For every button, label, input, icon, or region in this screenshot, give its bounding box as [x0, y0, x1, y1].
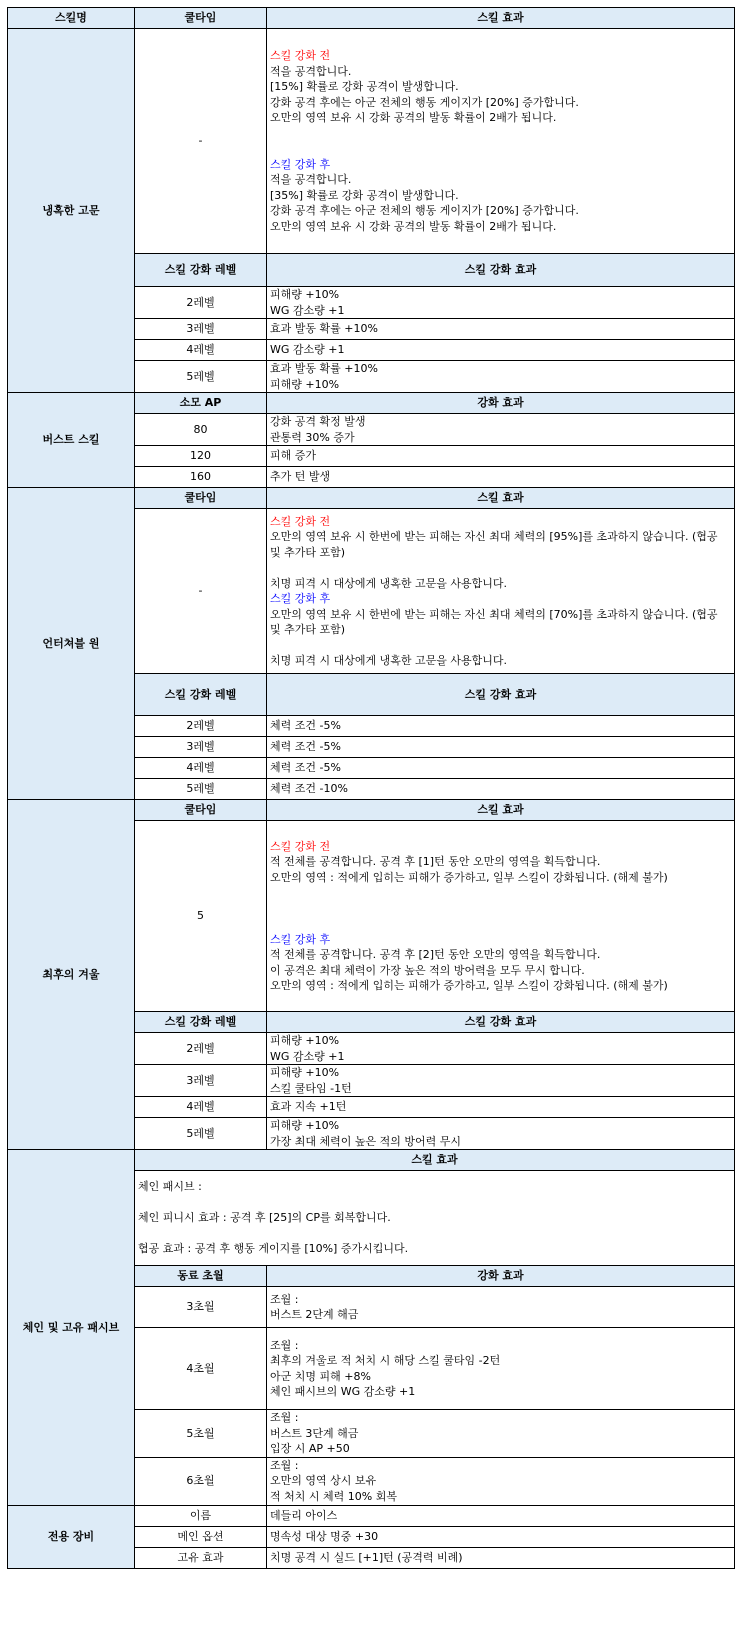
- effect-cell: [267, 1097, 735, 1118]
- header-effect: 스킬 효과: [267, 8, 735, 29]
- effect-cell: [267, 414, 735, 446]
- burst-header-ap: 소모 AP: [135, 393, 267, 414]
- gear-label: 고유 효과: [135, 1547, 267, 1568]
- ap-cell: 120: [135, 446, 267, 467]
- table-row: [8, 1505, 735, 1526]
- effect-cell: [267, 287, 735, 319]
- chain-name: 체인 및 고유 패시브: [8, 1150, 135, 1506]
- skill2-name: 언터쳐블 원: [8, 488, 135, 800]
- level-cell: 5레벨: [135, 1118, 267, 1150]
- skill3-before-line: 오만의 영역 : 적에게 입히는 피해가 증가하고, 일부 스킬이 강화됩니다. (해제 불가): [270, 870, 668, 884]
- skill1-before-line: 오만의 영역 보유 시 강화 공격의 발동 확률이 2배가 됩니다.: [270, 111, 557, 124]
- effect-line: 피해량 +10%: [270, 288, 340, 301]
- skill3-after-line: 오만의 영역 : 적에게 입히는 피해가 증가하고, 일부 스킬이 강화됩니다. (해제 불가): [270, 979, 668, 992]
- skill1-before-label: 스킬 강화 전: [270, 49, 331, 62]
- level-cell: 5레벨: [135, 779, 267, 800]
- effect-line: 추가 턴 발생: [270, 470, 331, 484]
- transcend-level: 3초월: [135, 1287, 267, 1328]
- effect-cell: [267, 340, 735, 361]
- level-cell: 2레벨: [135, 1033, 267, 1065]
- effect-line: 체인 패시브의 WG 감소량 +1: [270, 1385, 416, 1398]
- effect-cell: [267, 1065, 735, 1097]
- skill1-after-label: 스킬 강화 후: [270, 157, 331, 171]
- effect-line: 체력 조건 -10%: [270, 782, 348, 796]
- skill2-after-line: 오만의 영역 보유 시 한번에 받는 피해는 자신 최대 체력의 [70%]를 초과하지 않습니다. (협공 및 추가타 포함): [270, 607, 718, 636]
- gear-label: 메인 옵션: [135, 1526, 267, 1547]
- transcend-level: 6초월: [135, 1457, 267, 1505]
- burst-name: 버스트 스킬: [8, 393, 135, 488]
- effect-line: 적 처치 시 체력 10% 회복: [270, 1489, 397, 1503]
- chain-line: 체인 패시브 :: [138, 1180, 202, 1194]
- effect-cell: [267, 1328, 735, 1410]
- ap-cell: 80: [135, 414, 267, 446]
- skill1-before-line: 적을 공격합니다.: [270, 64, 352, 78]
- skill3-before-label: 스킬 강화 전: [270, 839, 331, 853]
- skill3-header-effect: 스킬 효과: [267, 800, 735, 821]
- skill1-name: 냉혹한 고문: [8, 29, 135, 393]
- effect-cell: [267, 1457, 735, 1505]
- effect-line: 피해량 +10%: [270, 1119, 340, 1132]
- skill1-after-line: 오만의 영역 보유 시 강화 공격의 발동 확률이 2배가 됩니다.: [270, 219, 557, 233]
- effect-line: 버스트 2단계 해금: [270, 1308, 359, 1321]
- effect-line: 효과 발동 확률 +10%: [270, 322, 378, 336]
- skill2-before-line: 오만의 영역 보유 시 한번에 받는 피해는 자신 최대 체력의 [95%]를 초과하지 않습니다. (협공 및 추가타 포함): [270, 530, 718, 559]
- effect-line: 최후의 겨울로 적 처치 시 해당 스킬 쿨타임 -2턴: [270, 1354, 501, 1367]
- skill3-header-cooldown: 쿨타임: [135, 800, 267, 821]
- skill2-cooldown: -: [135, 509, 267, 674]
- effect-line: 오만의 영역 상시 보유: [270, 1474, 377, 1488]
- effect-line: 체력 조건 -5%: [270, 719, 341, 733]
- gear-value: 치명 공격 시 실드 [+1]턴 (공격력 비례): [267, 1547, 735, 1568]
- level-cell: 3레벨: [135, 1065, 267, 1097]
- effect-line: 관통력 30% 증가: [270, 430, 355, 444]
- skill2-after-line: 치명 피격 시 대상에게 냉혹한 고문을 사용합니다.: [270, 654, 507, 667]
- effect-cell: [267, 716, 735, 737]
- level-cell: 2레벨: [135, 716, 267, 737]
- level-cell: 4레벨: [135, 1097, 267, 1118]
- skill3-header-row: [8, 800, 735, 821]
- effect-line: WG 감소량 +1: [270, 1049, 345, 1063]
- chain-line: 체인 피니시 효과 : 공격 후 [25]의 CP를 회복합니다.: [138, 1211, 391, 1225]
- header-cooldown: 쿨타임: [135, 8, 267, 29]
- effect-line: 효과 발동 확률 +10%: [270, 362, 378, 375]
- skill1-level-header-effect: 스킬 강화 효과: [267, 254, 735, 287]
- effect-line: 스킬 쿨타임 -1턴: [270, 1081, 352, 1095]
- effect-line: 버스트 3단계 해금: [270, 1426, 359, 1440]
- skill2-header-cooldown: 쿨타임: [135, 488, 267, 509]
- gear-label: 이름: [135, 1505, 267, 1526]
- effect-cell: [267, 361, 735, 393]
- skill1-level-header-level: 스킬 강화 레벨: [135, 254, 267, 287]
- effect-line: WG 감소량 +1: [270, 303, 345, 317]
- skill1-effect: [267, 29, 735, 254]
- chain-header-companion: 동료 초월: [135, 1266, 267, 1287]
- skill3-name: 최후의 겨울: [8, 800, 135, 1150]
- chain-header-row: [8, 1150, 735, 1171]
- effect-line: 효과 지속 +1턴: [270, 1100, 347, 1114]
- effect-cell: [267, 319, 735, 340]
- level-cell: 3레벨: [135, 319, 267, 340]
- burst-header-row: [8, 393, 735, 414]
- effect-cell: [267, 1118, 735, 1150]
- transcend-level: 5초월: [135, 1410, 267, 1458]
- skill1-after-line: 강화 공격 후에는 아군 전체의 행동 게이지가 [20%] 증가합니다.: [270, 204, 579, 217]
- header-row: [8, 8, 735, 29]
- skill1-cooldown: -: [135, 29, 267, 254]
- effect-line: 아군 치명 피해 +8%: [270, 1369, 371, 1383]
- skill2-effect: [267, 509, 735, 674]
- level-cell: 4레벨: [135, 758, 267, 779]
- level-cell: 5레벨: [135, 361, 267, 393]
- effect-line: 피해량 +10%: [270, 1066, 340, 1079]
- effect-line: 강화 공격 확정 발생: [270, 415, 366, 428]
- effect-cell: [267, 1287, 735, 1328]
- skill1-before-line: 강화 공격 후에는 아군 전체의 행동 게이지가 [20%] 증가합니다.: [270, 95, 579, 109]
- effect-cell: [267, 446, 735, 467]
- skill1-main-row: [8, 29, 735, 254]
- gear-value: 데들리 아이스: [267, 1505, 735, 1526]
- skill1-before-line: [15%] 확률로 강화 공격이 발생합니다.: [270, 80, 459, 93]
- skill2-level-header-level: 스킬 강화 레벨: [135, 674, 267, 716]
- effect-cell: [267, 779, 735, 800]
- effect-line: 입장 시 AP +50: [270, 1442, 350, 1455]
- effect-line: 조월 :: [270, 1458, 299, 1472]
- burst-header-effect: 강화 효과: [267, 393, 735, 414]
- effect-line: 체력 조건 -5%: [270, 740, 341, 754]
- skill1-after-line: 적을 공격합니다.: [270, 173, 352, 186]
- effect-line: 조월 :: [270, 1338, 299, 1352]
- skill-table: [7, 7, 735, 1569]
- header-skill-name: 스킬명: [8, 8, 135, 29]
- skill1-after-line: [35%] 확률로 강화 공격이 발생합니다.: [270, 188, 459, 202]
- skill3-after-line: 적 전체를 공격합니다. 공격 후 [2]턴 동안 오만의 영역을 획득합니다.: [270, 948, 601, 961]
- chain-effect: [135, 1171, 735, 1266]
- skill2-level-header-effect: 스킬 강화 효과: [267, 674, 735, 716]
- effect-cell: [267, 758, 735, 779]
- level-cell: 4레벨: [135, 340, 267, 361]
- effect-line: WG 감소량 +1: [270, 343, 345, 357]
- effect-cell: [267, 1410, 735, 1458]
- chain-line: 협공 효과 : 공격 후 행동 게이지를 [10%] 증가시킵니다.: [138, 1242, 409, 1256]
- skill3-level-header-effect: 스킬 강화 효과: [267, 1012, 735, 1033]
- skill3-effect: [267, 821, 735, 1012]
- level-cell: 3레벨: [135, 737, 267, 758]
- skill3-level-header-level: 스킬 강화 레벨: [135, 1012, 267, 1033]
- effect-line: 피해 증가: [270, 449, 317, 463]
- skill3-after-line: 이 공격은 최대 체력이 가장 높은 적의 방어력을 모두 무시 합니다.: [270, 963, 585, 977]
- effect-cell: [267, 1033, 735, 1065]
- chain-header-effect: 스킬 효과: [135, 1150, 735, 1171]
- effect-line: 조월 :: [270, 1411, 299, 1424]
- effect-line: 조월 :: [270, 1292, 299, 1306]
- level-cell: 2레벨: [135, 287, 267, 319]
- effect-cell: [267, 737, 735, 758]
- skill2-before-line: 치명 피격 시 대상에게 냉혹한 고문을 사용합니다.: [270, 576, 507, 590]
- effect-line: 피해량 +10%: [270, 1034, 340, 1047]
- chain-header-strength: 강화 효과: [267, 1266, 735, 1287]
- skill2-header-effect: 스킬 효과: [267, 488, 735, 509]
- skill3-cooldown: 5: [135, 821, 267, 1012]
- effect-line: 가장 최대 체력이 높은 적의 방어력 무시: [270, 1134, 461, 1148]
- ap-cell: 160: [135, 467, 267, 488]
- skill3-after-label: 스킬 강화 후: [270, 932, 331, 946]
- skill2-header-row: [8, 488, 735, 509]
- skill2-after-label: 스킬 강화 후: [270, 592, 331, 605]
- effect-line: 체력 조건 -5%: [270, 761, 341, 775]
- gear-name: 전용 장비: [8, 1505, 135, 1568]
- effect-cell: [267, 467, 735, 488]
- effect-line: 피해량 +10%: [270, 377, 340, 391]
- transcend-level: 4초월: [135, 1328, 267, 1410]
- skill3-before-line: 적 전체를 공격합니다. 공격 후 [1]턴 동안 오만의 영역을 획득합니다.: [270, 855, 601, 868]
- skill2-before-label: 스킬 강화 전: [270, 514, 331, 528]
- gear-value: 명속성 대상 명중 +30: [267, 1526, 735, 1547]
